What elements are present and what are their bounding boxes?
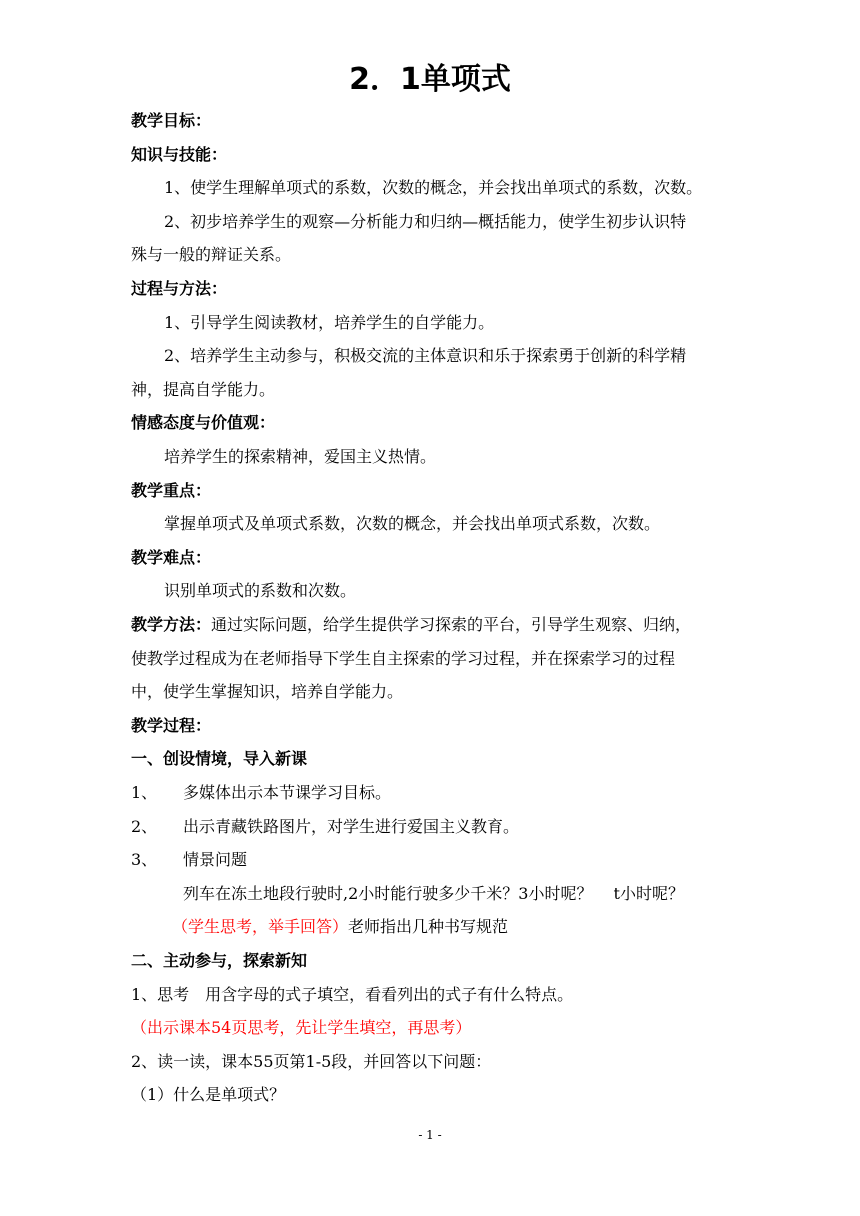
s1-question: 列车在冻土地段行驶时,2小时能行驶多少千米？3小时呢？ t小时呢？: [183, 884, 684, 903]
section1-heading: 一、创设情境，导入新课: [131, 749, 308, 768]
knowledge-item-2-cont: 殊与一般的辩证关系。: [131, 245, 292, 264]
s1-item-1: [131, 783, 391, 803]
s2-question-1: （1）什么是单项式？: [131, 1085, 286, 1104]
s1-answer-line: [172, 917, 508, 937]
s1-item-1-text: 多媒体出示本节课学习目标。: [183, 783, 392, 802]
s1-teacher-note: 老师指出几种书写规范: [348, 917, 509, 936]
emotion-item-1: 培养学生的探索精神，爱国主义热情。: [164, 447, 437, 466]
s1-item-2: [131, 817, 519, 837]
s1-red-note: （学生思考，举手回答）: [172, 917, 349, 936]
method-text-2: 使教学过程成为在老师指导下学生自主探索的学习过程，并在探索学习的过程: [131, 649, 676, 668]
s2-item-1: 1、思考 用含字母的式子填空，看看列出的式子有什么特点。: [131, 985, 574, 1004]
key-item-1: 掌握单项式及单项式系数，次数的概念，并会找出单项式系数，次数。: [164, 514, 661, 533]
method-paragraph: [131, 615, 691, 635]
s1-item-2-text: 出示青藏铁路图片，对学生进行爱国主义教育。: [183, 817, 520, 836]
procedure-heading: 教学过程：: [131, 716, 212, 735]
method-heading: 教学方法：: [131, 615, 212, 634]
s1-item-3-text: 情景问题: [183, 850, 248, 869]
s1-item-3-number: 3、: [131, 850, 158, 869]
s1-item-1-number: 1、: [131, 783, 158, 802]
s1-item-2-number: 2、: [131, 817, 158, 836]
s2-item-2: 2、读一读，课本55页第1-5段，并回答以下问题：: [131, 1052, 492, 1071]
emotion-heading: 情感态度与价值观：: [131, 413, 276, 432]
goals-heading: 教学目标：: [131, 111, 212, 130]
difficulty-item-1: 识别单项式的系数和次数。: [164, 581, 357, 600]
knowledge-item-2: 2、初步培养学生的观察—分析能力和归纳—概括能力，使学生初步认识特: [164, 212, 687, 231]
process-heading: 过程与方法：: [131, 279, 228, 298]
process-item-2-cont: 神，提高自学能力。: [131, 380, 276, 399]
method-text-3: 中，使学生掌握知识，培养自学能力。: [131, 682, 404, 701]
s2-red-note: （出示课本54页思考，先让学生填空，再思考）: [131, 1018, 472, 1037]
key-heading: 教学重点：: [131, 481, 212, 500]
process-item-1: 1、引导学生阅读教材，培养学生的自学能力。: [164, 313, 495, 332]
difficulty-heading: 教学难点：: [131, 548, 212, 567]
s1-item-3: [131, 850, 247, 870]
method-text-1: 通过实际问题，给学生提供学习探索的平台，引导学生观察、归纳，: [211, 615, 692, 634]
process-item-2: 2、培养学生主动参与，积极交流的主体意识和乐于探索勇于创新的科学精: [164, 346, 687, 365]
knowledge-heading: 知识与技能：: [131, 145, 228, 164]
knowledge-item-1: 1、使学生理解单项式的系数，次数的概念，并会找出单项式的系数，次数。: [164, 178, 703, 197]
page-title: 2．1单项式: [349, 62, 511, 97]
section2-heading: 二、主动参与，探索新知: [131, 951, 308, 970]
page-number: - 1 -: [418, 1128, 442, 1142]
